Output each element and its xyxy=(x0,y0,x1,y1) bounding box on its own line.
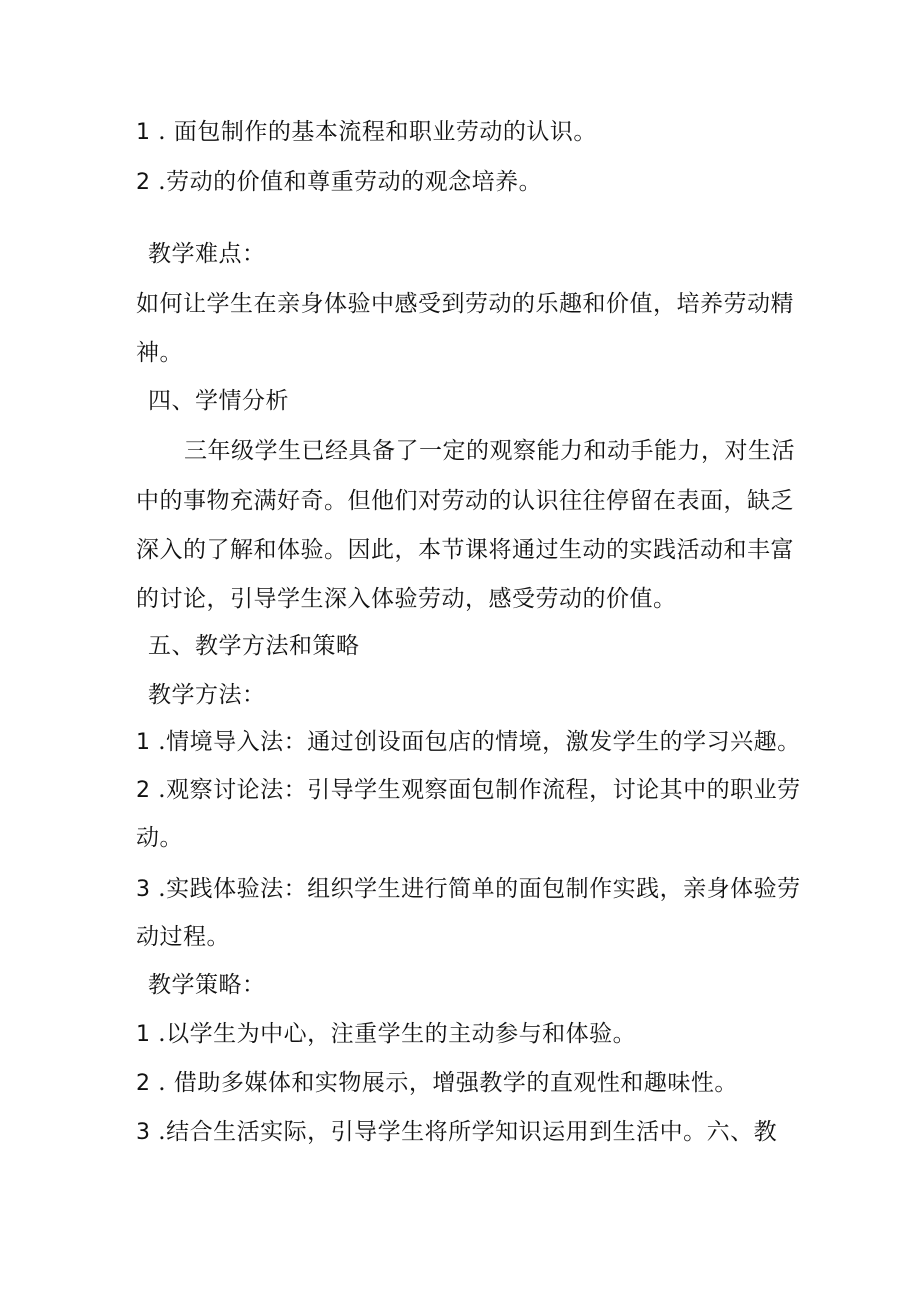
list-text: .以学生为中心，注重学生的主动参与和体验。 xyxy=(150,1021,637,1047)
list-text: . 借助多媒体和实物展示，增强教学的直观性和趣味性。 xyxy=(150,1070,738,1096)
focus-point-1 xyxy=(136,117,597,148)
list-number: 2 xyxy=(136,170,151,195)
difficulty-text-line-1: 如何让学生在亲身体验中感受到劳动的乐趣和价值，培养劳动精 xyxy=(136,291,794,317)
list-number: 1 xyxy=(136,120,151,145)
list-text: .观察讨论法：引导学生观察面包制作流程，讨论其中的职业劳 xyxy=(150,777,801,803)
list-text: .实践体验法：组织学生进行简单的面包制作实践，亲身体验劳 xyxy=(150,876,801,902)
strategy-1 xyxy=(136,1019,636,1050)
list-number: 3 xyxy=(136,1120,151,1145)
methods-heading: 教学方法： xyxy=(148,682,266,708)
strategies-heading: 教学策略： xyxy=(148,972,266,998)
list-text: .结合生活实际，引导学生将所学知识运用到生活中。六、教 xyxy=(150,1119,778,1145)
list-number: 1 xyxy=(136,730,151,755)
method-3 xyxy=(136,874,801,905)
method-1 xyxy=(136,727,801,758)
section-4-para-line-4: 的讨论，引导学生深入体验劳动，感受劳动的价值。 xyxy=(136,586,677,612)
list-text: .劳动的价值和尊重劳动的观念培养。 xyxy=(150,169,543,195)
difficulty-heading: 教学难点： xyxy=(148,241,266,267)
section-5-heading: 五、教学方法和策略 xyxy=(148,633,360,659)
method-3-line-2: 动过程。 xyxy=(136,924,230,950)
section-4-para-line-3: 深入的了解和体验。因此，本节课将通过生动的实践活动和丰富 xyxy=(136,537,794,563)
method-2-line-2: 动。 xyxy=(136,825,183,851)
list-number: 1 xyxy=(136,1022,151,1047)
list-number: 2 xyxy=(136,1071,151,1096)
method-2 xyxy=(136,775,801,806)
strategy-2 xyxy=(136,1068,738,1099)
strategy-3 xyxy=(136,1117,777,1148)
list-text: .情境导入法：通过创设面包店的情境，激发学生的学习兴趣。 xyxy=(150,729,801,755)
section-4-heading: 四、学情分析 xyxy=(148,388,289,414)
focus-point-2 xyxy=(136,167,542,198)
section-4-para-line-2: 中的事物充满好奇。但他们对劳动的认识往往停留在表面，缺乏 xyxy=(136,488,794,514)
list-number: 2 xyxy=(136,778,151,803)
list-text: . 面包制作的基本流程和职业劳动的认识。 xyxy=(150,119,597,145)
difficulty-text-line-2: 神。 xyxy=(136,340,183,366)
section-4-para-line-1: 三年级学生已经具备了一定的观察能力和动手能力，对生活 xyxy=(184,438,795,464)
list-number: 3 xyxy=(136,877,151,902)
